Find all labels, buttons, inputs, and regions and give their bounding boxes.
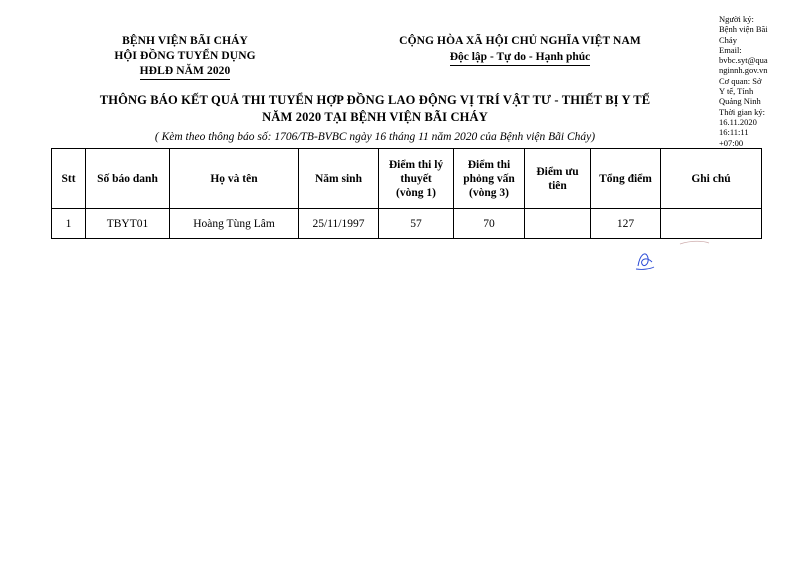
org-line-3 [40,64,330,80]
document-title [40,92,710,126]
cell-dob: 25/11/1997 [299,209,379,239]
digital-signature-info [719,14,795,148]
column-header-phong-van-line3: (vòng 3) [469,186,509,199]
cell-ly-thuyet: 57 [379,209,454,239]
signature-line-2: Bệnh viện Bãi [719,24,768,35]
document-subtitle: ( Kèm theo thông báo số: 1706/TB-BVBC ngày 16 tháng 11 năm 2020 của Bệnh viện Bãi Cháy) [154,131,596,143]
column-header-tong-diem: Tổng điểm [591,149,661,209]
column-header-uu-tien [525,149,591,209]
header-organization [0,34,330,80]
column-header-dob: Năm sinh [299,149,379,209]
column-header-stt: Stt [52,149,86,209]
title-line-1: THÔNG BÁO KẾT QUẢ THI TUYỂN HỢP ĐỒNG LAO ĐỘNG VỊ TRÍ VẬT TƯ - THIẾT BỊ Y TẾ [99,93,651,107]
column-header-phong-van-line2: phỏng vấn [463,172,515,185]
column-header-ly-thuyet [379,149,454,209]
cell-sbd: TBYT01 [86,209,170,239]
signature-line-7: Cơ quan: Sở [719,75,762,86]
org-line-2: HỘI ĐỒNG TUYỂN DỤNG [114,50,256,62]
org-line-1: BỆNH VIỆN BÃI CHÁY [122,35,248,47]
signature-line-6: nginnh.gov.vn [719,65,768,76]
handwritten-signature-icon [630,236,710,276]
column-header-uu-tien-line1: Điểm ưu [536,165,579,178]
national-motto: Độc lập - Tự do - Hạnh phúc [450,49,591,66]
signature-line-1: Người ký: [719,14,754,24]
table-row [52,209,762,239]
signature-line-12: 16:11:11 [719,127,749,138]
signature-line-5: bvbc.syt@qua [719,55,768,66]
national-title: CỘNG HÒA XÃ HỘI CHỦ NGHĨA VIỆT NAM [399,35,641,47]
signature-line-10: Thời gian ký: [719,106,766,117]
column-header-uu-tien-line2: tiên [548,179,567,192]
signature-line-8: Y tế, Tỉnh [719,86,754,97]
document-header [0,34,800,80]
signature-line-11: 16.11.2020 [719,116,757,127]
cell-tong-diem: 127 [591,209,661,239]
column-header-phong-van-line1: Điểm thi [467,158,511,171]
column-header-phong-van [454,149,525,209]
title-line-2: NĂM 2020 TẠI BỆNH VIỆN BÃI CHÁY [262,110,488,124]
national-motto-wrap [330,49,710,66]
header-national-title [330,34,710,80]
column-header-name: Họ và tên [170,149,299,209]
table-header-row [52,149,762,209]
signature-line-4: Email: [719,44,742,55]
column-header-sbd: Số báo danh [86,149,170,209]
cell-ghi-chu [661,209,762,239]
org-line-3-text: HĐLĐ NĂM 2020 [140,64,231,80]
cell-name: Hoàng Tùng Lâm [170,209,299,239]
column-header-ly-thuyet-line3: (vòng 1) [396,186,436,199]
signature-line-9: Quảng Ninh [719,96,761,107]
cell-uu-tien [525,209,591,239]
cell-phong-van: 70 [454,209,525,239]
column-header-ly-thuyet-line1: Điểm thi lý [388,158,444,171]
cell-stt: 1 [52,209,86,239]
signature-line-3: Cháy [719,34,737,45]
column-header-ghi-chu: Ghi chú [661,149,762,209]
column-header-ly-thuyet-line2: thuyết [400,172,432,185]
results-table [51,148,762,239]
signature-line-13: +07:00 [719,137,744,148]
